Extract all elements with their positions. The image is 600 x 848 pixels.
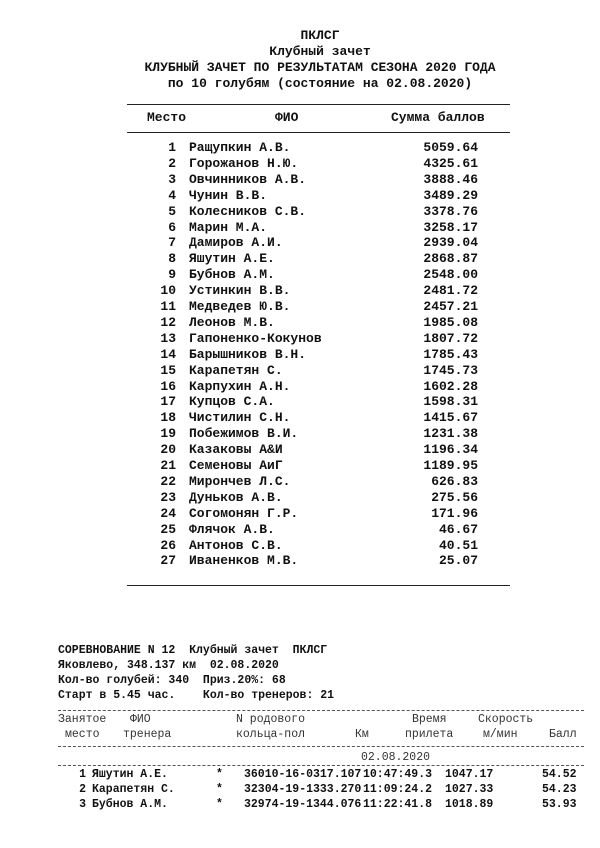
table-row <box>0 474 600 490</box>
rank-cell: 25 <box>160 521 176 537</box>
score-cell: 40.51 <box>438 537 478 553</box>
table-row <box>0 506 600 522</box>
score-cell: 2868.87 <box>423 251 478 267</box>
result-speed-cell: 1027.33 <box>445 783 494 796</box>
rank-cell: 11 <box>160 299 176 314</box>
rank-cell: 27 <box>160 553 176 569</box>
score-cell: 1415.67 <box>423 410 478 426</box>
score-cell: 46.67 <box>438 521 478 537</box>
result-ring-cell: 36010-16-0 <box>244 768 314 781</box>
score-cell: 275.56 <box>431 489 478 505</box>
competition-line-1: СОРЕВНОВАНИЕ N 12 Клубный зачет ПКЛСГ <box>58 644 328 657</box>
score-cell: 1598.31 <box>423 394 478 410</box>
th-name-top: ФИО <box>130 713 151 726</box>
rank-cell: 2 <box>168 155 176 171</box>
result-mark-cell: * <box>216 798 223 811</box>
result-ring-cell: 32974-19-1 <box>244 798 314 811</box>
report-subtitle: Клубный зачет <box>269 44 371 59</box>
table-header-rule <box>127 132 510 133</box>
result-name-cell: Карапетян С. <box>92 783 175 796</box>
result-row <box>0 798 600 813</box>
rank-cell: 13 <box>160 330 176 346</box>
rank-cell: 14 <box>160 346 176 362</box>
rank-cell: 16 <box>160 378 176 394</box>
result-name-cell: Яшутин А.Е. <box>92 768 168 781</box>
table-row <box>0 379 600 395</box>
col-name-header: ФИО <box>275 110 299 125</box>
name-cell: Колесников С.В. <box>189 203 307 219</box>
score-cell: 626.83 <box>431 473 478 489</box>
table-row <box>0 283 600 299</box>
result-place-cell: 2 <box>79 783 86 796</box>
name-cell: Купцов С.А. <box>189 394 275 410</box>
table-row <box>0 347 600 363</box>
competition-line-3: Кол-во голубей: 340 Приз.20%: 68 <box>58 674 286 687</box>
result-row <box>0 783 600 798</box>
table-row <box>0 538 600 554</box>
result-mark-cell: * <box>216 768 223 781</box>
score-cell: 1189.95 <box>423 458 478 473</box>
result-place-cell: 1 <box>79 768 86 781</box>
score-cell: 25.07 <box>438 553 478 569</box>
th-time-bottom: прилета <box>405 728 454 741</box>
name-cell: Дамиров А.И. <box>189 235 283 251</box>
name-cell: Антонов С.В. <box>189 537 283 553</box>
name-cell: Яшутин А.Е. <box>189 251 275 267</box>
table-row <box>0 458 600 474</box>
rank-cell: 15 <box>160 362 176 378</box>
rank-cell: 8 <box>168 251 176 267</box>
name-cell: Леонов М.В. <box>189 314 275 330</box>
result-km-cell: 317.107 <box>313 768 362 781</box>
table-row <box>0 553 600 569</box>
table-row <box>0 299 600 315</box>
score-cell: 2939.04 <box>423 235 478 251</box>
rank-cell: 21 <box>160 458 176 473</box>
score-cell: 1745.73 <box>423 362 478 378</box>
table-row <box>0 363 600 379</box>
table-row <box>0 235 600 251</box>
name-cell: Чистилин С.Н. <box>189 410 291 426</box>
result-points-cell: 54.23 <box>542 783 577 796</box>
th-ring-bottom: кольца-пол <box>236 728 306 741</box>
rank-cell: 12 <box>160 314 176 330</box>
results-header-rule <box>58 746 584 747</box>
name-cell: Ращупкин А.В. <box>189 140 291 155</box>
table-top-rule <box>127 104 510 105</box>
table-row <box>0 490 600 506</box>
th-place-top: Занятое <box>58 713 107 726</box>
name-cell: Семеновы АиГ <box>189 458 283 473</box>
rank-cell: 22 <box>160 473 176 489</box>
competition-line-2: Яковлево, 348.137 км 02.08.2020 <box>58 659 279 672</box>
score-cell: 1807.72 <box>423 330 478 346</box>
rank-cell: 5 <box>168 203 176 219</box>
name-cell: Марин М.А. <box>189 219 268 235</box>
th-name-bottom: тренера <box>123 728 172 741</box>
competition-line-4: Старт в 5.45 час. Кол-во тренеров: 21 <box>58 689 335 702</box>
score-cell: 1231.38 <box>423 426 478 442</box>
table-row <box>0 442 600 458</box>
table-row <box>0 331 600 347</box>
rank-cell: 7 <box>168 235 176 251</box>
table-row <box>0 204 600 220</box>
result-time-cell: 10:47:49.3 <box>363 768 433 781</box>
result-speed-cell: 1047.17 <box>445 768 494 781</box>
th-speed-top: Скорость <box>478 713 534 726</box>
table-row <box>0 156 600 172</box>
score-cell: 3378.76 <box>423 203 478 219</box>
score-cell: 3489.29 <box>423 187 478 203</box>
rank-cell: 24 <box>160 505 176 521</box>
table-row <box>0 251 600 267</box>
score-cell: 2481.72 <box>423 283 478 299</box>
results-top-rule <box>58 710 584 711</box>
rank-cell: 10 <box>160 283 176 299</box>
table-row <box>0 426 600 442</box>
rank-cell: 9 <box>168 267 176 283</box>
result-speed-cell: 1018.89 <box>445 798 494 811</box>
name-cell: Флячок А.В. <box>189 521 275 537</box>
result-name-cell: Бубнов А.М. <box>92 798 168 811</box>
name-cell: Гапоненко-Кокунов <box>189 330 322 346</box>
result-km-cell: 344.076 <box>313 798 362 811</box>
result-row <box>0 768 600 783</box>
th-km: Км <box>355 728 369 741</box>
rank-cell: 1 <box>168 140 176 155</box>
score-cell: 4325.61 <box>423 155 478 171</box>
result-points-cell: 53.93 <box>542 798 577 811</box>
result-time-cell: 11:09:24.2 <box>363 783 433 796</box>
score-cell: 1785.43 <box>423 346 478 362</box>
table-row <box>0 172 600 188</box>
name-cell: Овчинников А.В. <box>189 171 307 187</box>
th-time-top: Время <box>412 713 447 726</box>
th-ring-top: N родового <box>236 713 306 726</box>
rank-cell: 18 <box>160 410 176 426</box>
rank-cell: 26 <box>160 537 176 553</box>
th-speed-bottom: м/мин <box>483 728 518 741</box>
name-cell: Горожанов Н.Ю. <box>189 155 299 171</box>
name-cell: Мирончев Л.С. <box>189 473 291 489</box>
table-row <box>0 267 600 283</box>
table-row <box>0 220 600 236</box>
results-date-rule <box>58 765 584 766</box>
table-row <box>0 410 600 426</box>
report-title: КЛУБНЫЙ ЗАЧЕТ ПО РЕЗУЛЬТАТАМ СЕЗОНА 2020 ГОДА <box>144 60 496 75</box>
rank-cell: 17 <box>160 394 176 410</box>
name-cell: Казаковы А&И <box>189 442 283 458</box>
org-title: ПКЛСГ <box>300 28 340 43</box>
result-mark-cell: * <box>216 783 223 796</box>
result-points-cell: 54.52 <box>542 768 577 781</box>
name-cell: Медведев Ю.В. <box>189 299 291 314</box>
name-cell: Чунин В.В. <box>189 187 268 203</box>
name-cell: Барышников В.Н. <box>189 346 307 362</box>
report-basis: по 10 голубям (состояние на 02.08.2020) <box>167 76 473 91</box>
name-cell: Согомонян Г.Р. <box>189 505 299 521</box>
name-cell: Устинкин В.В. <box>189 283 291 299</box>
table-row <box>0 188 600 204</box>
result-place-cell: 3 <box>79 798 86 811</box>
table-row <box>0 315 600 331</box>
table-bottom-rule <box>127 585 510 586</box>
table-row <box>0 394 600 410</box>
name-cell: Бубнов А.М. <box>189 267 275 283</box>
name-cell: Карпухин А.Н. <box>189 378 291 394</box>
table-row <box>0 522 600 538</box>
rank-cell: 6 <box>168 219 176 235</box>
score-cell: 3888.46 <box>423 171 478 187</box>
rank-cell: 4 <box>168 187 176 203</box>
score-cell: 3258.17 <box>423 219 478 235</box>
score-cell: 2548.00 <box>423 267 478 283</box>
result-ring-cell: 32304-19-1 <box>244 783 314 796</box>
table-row <box>0 140 600 156</box>
rank-cell: 19 <box>160 426 176 442</box>
th-points: Балл <box>549 728 577 741</box>
score-cell: 1985.08 <box>423 314 478 330</box>
score-cell: 171.96 <box>431 505 478 521</box>
name-cell: Карапетян С. <box>189 362 283 378</box>
results-date: 02.08.2020 <box>361 751 431 764</box>
col-score-header: Сумма баллов <box>391 110 485 125</box>
score-cell: 1602.28 <box>423 378 478 394</box>
rank-cell: 3 <box>168 171 176 187</box>
result-time-cell: 11:22:41.8 <box>363 798 433 811</box>
result-km-cell: 333.270 <box>313 783 362 796</box>
score-cell: 2457.21 <box>423 299 478 314</box>
name-cell: Побежимов В.И. <box>189 426 299 442</box>
name-cell: Дуньков А.В. <box>189 489 283 505</box>
score-cell: 5059.64 <box>423 140 478 155</box>
name-cell: Иваненков М.В. <box>189 553 299 569</box>
rank-cell: 20 <box>160 442 176 458</box>
rank-cell: 23 <box>160 489 176 505</box>
col-place-header: Место <box>147 110 187 125</box>
score-cell: 1196.34 <box>423 442 478 458</box>
th-place-bottom: место <box>65 728 100 741</box>
